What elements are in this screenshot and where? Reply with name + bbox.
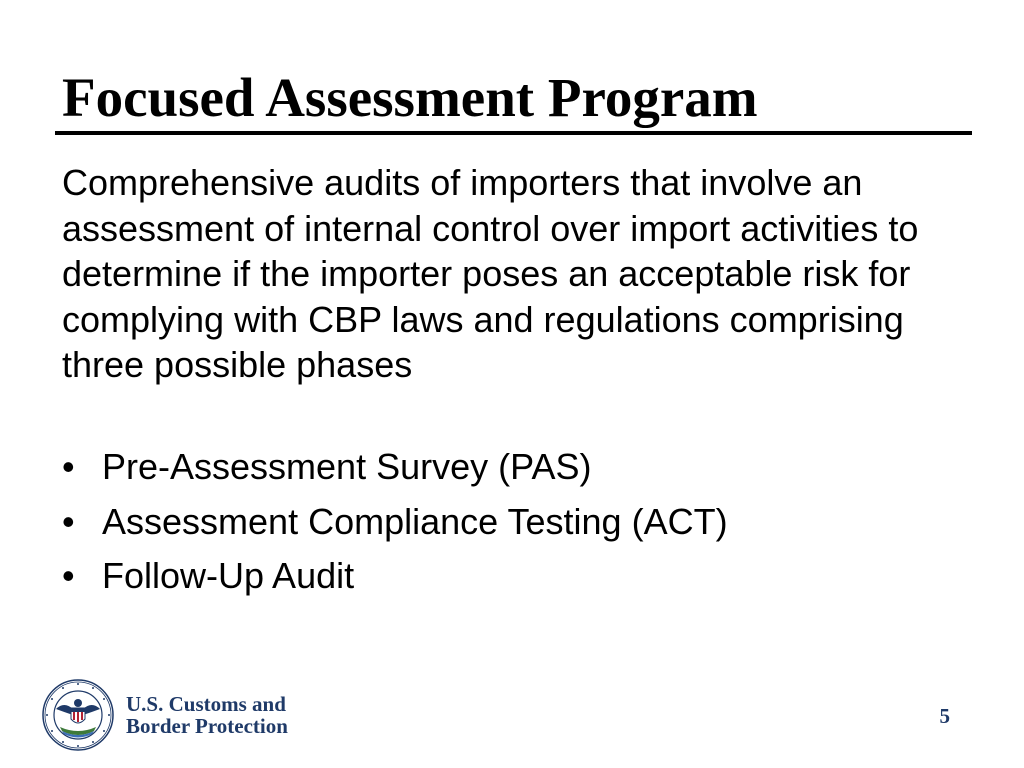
bullet-item: [62, 553, 962, 608]
bullet-dot-icon: •: [62, 446, 75, 487]
agency-name-line1: U.S. Customs and: [126, 692, 286, 716]
bullet-text: Pre-Assessment Survey (PAS): [102, 446, 592, 487]
bullet-dot-icon: •: [62, 555, 75, 596]
agency-name-line2: Border Protection: [126, 714, 288, 738]
bullet-item: [62, 499, 962, 554]
agency-name: [126, 693, 288, 737]
slide-title: Focused Assessment Program: [62, 67, 758, 128]
dhs-seal-icon: [42, 679, 114, 751]
bullet-list: [62, 444, 962, 608]
bullet-item: [62, 444, 962, 499]
cbp-logo: [42, 678, 312, 752]
bullet-text: Follow-Up Audit: [102, 555, 355, 596]
title-divider: [55, 131, 972, 135]
bullet-text: Assessment Compliance Testing (ACT): [102, 500, 728, 542]
page-number: 5: [939, 704, 950, 728]
slide-body-text: Comprehensive audits of importers that involve an assessment of internal control over import activities to determine if the importer poses an acceptable risk for complying with CBP laws and regulations comprising three possible phases: [62, 162, 919, 385]
bullet-dot-icon: •: [62, 500, 75, 542]
